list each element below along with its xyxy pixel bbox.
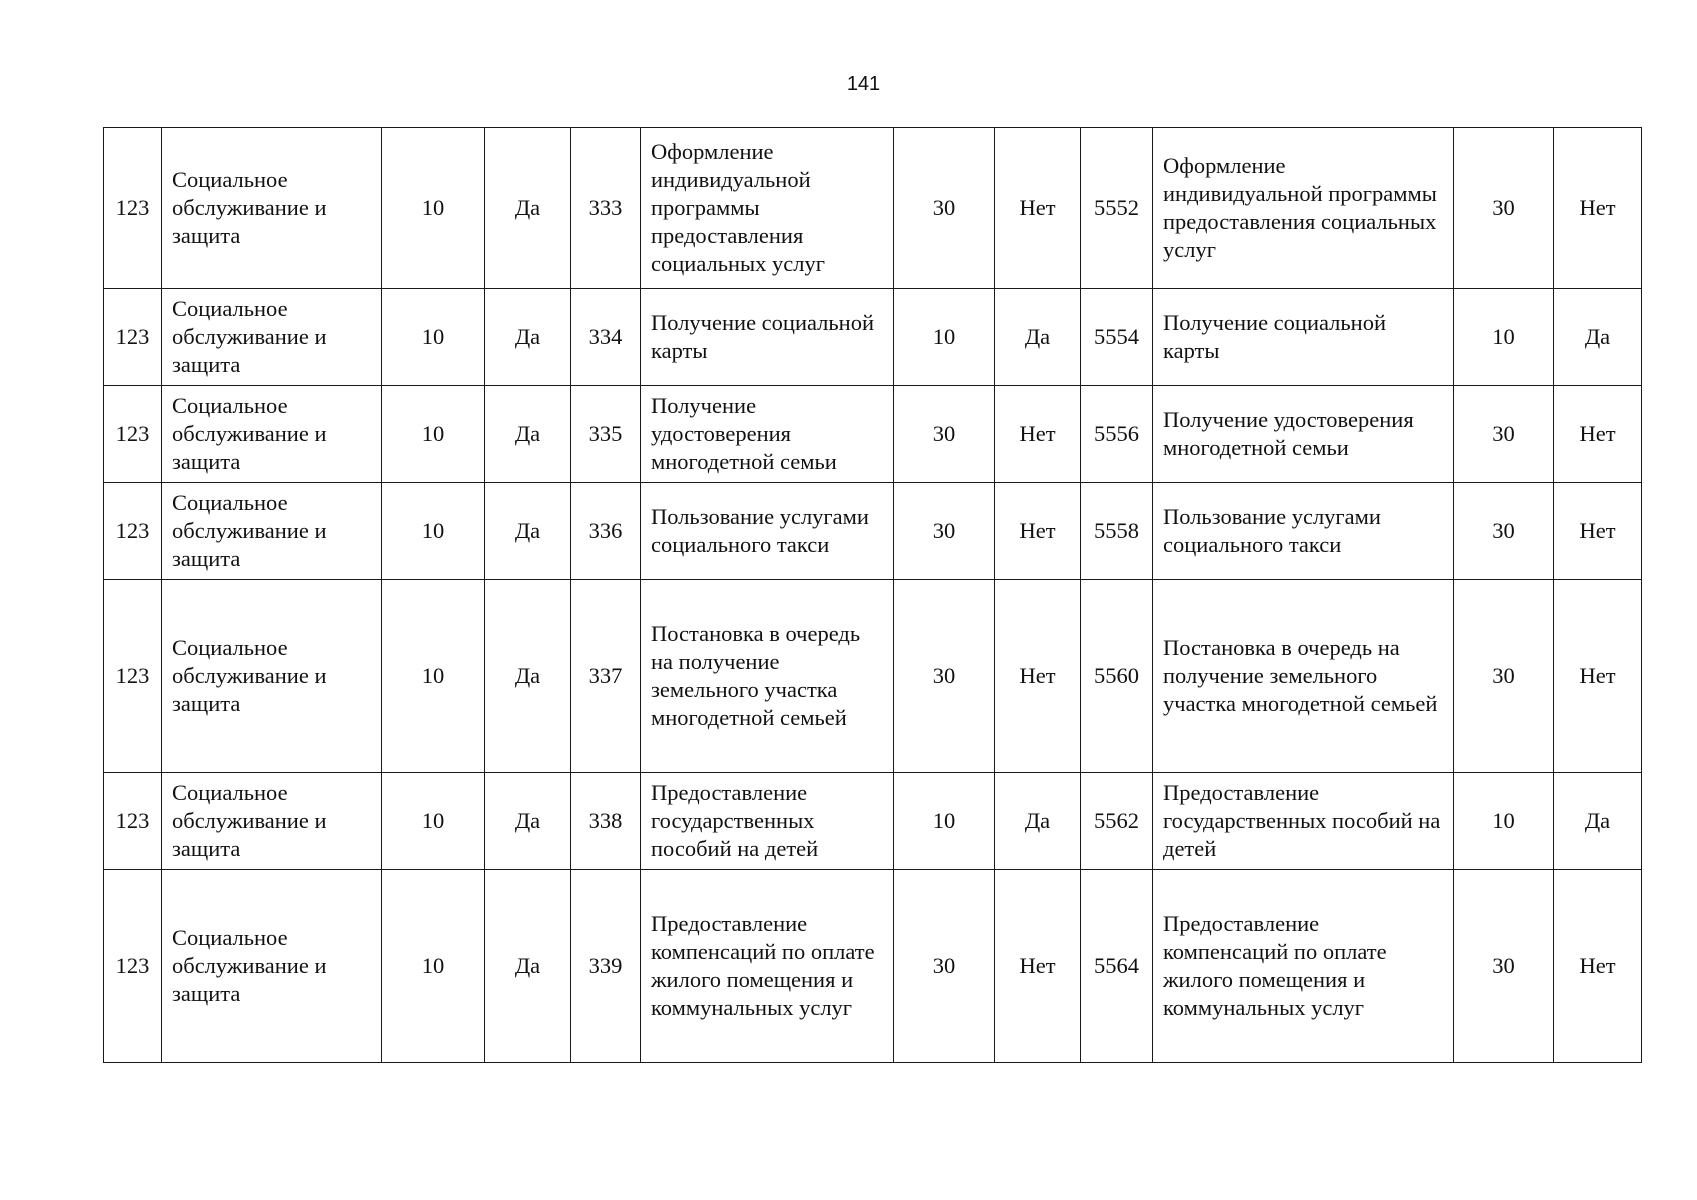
category-code-cell: 123: [104, 386, 162, 483]
subservice-name-cell: Получение социальной карты: [1153, 289, 1454, 386]
service-name-cell: Постановка в очередь на получение земельного участка многодетной семьей: [641, 580, 894, 773]
category-flag-cell: Да: [485, 128, 571, 289]
service-flag-cell: Нет: [995, 386, 1081, 483]
subservice-flag-cell: Нет: [1554, 128, 1642, 289]
subservice-name-cell: Оформление индивидуальной программы предоставления социальных услуг: [1153, 128, 1454, 289]
service-id-cell: 335: [571, 386, 641, 483]
subservice-value-cell: 30: [1454, 870, 1554, 1063]
service-value-cell: 30: [894, 580, 995, 773]
service-flag-cell: Да: [995, 289, 1081, 386]
subservice-flag-cell: Да: [1554, 289, 1642, 386]
service-value-cell: 30: [894, 483, 995, 580]
subservice-value-cell: 30: [1454, 386, 1554, 483]
service-flag-cell: Нет: [995, 128, 1081, 289]
service-name-cell: Предоставление государственных пособий на детей: [641, 773, 894, 870]
subservice-flag-cell: Да: [1554, 773, 1642, 870]
subservice-id-cell: 5552: [1081, 128, 1153, 289]
subservice-id-cell: 5562: [1081, 773, 1153, 870]
subservice-flag-cell: Нет: [1554, 580, 1642, 773]
subservice-value-cell: 10: [1454, 289, 1554, 386]
category-code-cell: 123: [104, 128, 162, 289]
category-value-cell: 10: [382, 483, 485, 580]
table-row: [104, 773, 1642, 870]
category-flag-cell: Да: [485, 580, 571, 773]
service-value-cell: 10: [894, 289, 995, 386]
subservice-name-cell: Предоставление государственных пособий на детей: [1153, 773, 1454, 870]
subservice-value-cell: 10: [1454, 773, 1554, 870]
category-code-cell: 123: [104, 773, 162, 870]
subservice-flag-cell: Нет: [1554, 483, 1642, 580]
subservice-id-cell: 5556: [1081, 386, 1153, 483]
category-name-cell: Социальное обслуживание и защита: [162, 870, 382, 1063]
service-value-cell: 30: [894, 870, 995, 1063]
service-id-cell: 334: [571, 289, 641, 386]
table-row: [104, 289, 1642, 386]
subservice-value-cell: 30: [1454, 128, 1554, 289]
service-name-cell: Пользование услугами социального такси: [641, 483, 894, 580]
subservice-value-cell: 30: [1454, 483, 1554, 580]
category-flag-cell: Да: [485, 386, 571, 483]
category-flag-cell: Да: [485, 289, 571, 386]
category-flag-cell: Да: [485, 773, 571, 870]
service-value-cell: 30: [894, 386, 995, 483]
category-code-cell: 123: [104, 483, 162, 580]
category-name-cell: Социальное обслуживание и защита: [162, 386, 382, 483]
category-flag-cell: Да: [485, 483, 571, 580]
category-name-cell: Социальное обслуживание и защита: [162, 128, 382, 289]
table-row: [104, 128, 1642, 289]
service-flag-cell: Нет: [995, 870, 1081, 1063]
subservice-value-cell: 30: [1454, 580, 1554, 773]
service-id-cell: 336: [571, 483, 641, 580]
subservice-name-cell: Постановка в очередь на получение земельного участка многодетной семьей: [1153, 580, 1454, 773]
subservice-id-cell: 5554: [1081, 289, 1153, 386]
service-flag-cell: Да: [995, 773, 1081, 870]
page-number: 141: [846, 73, 881, 95]
category-value-cell: 10: [382, 773, 485, 870]
category-name-cell: Социальное обслуживание и защита: [162, 483, 382, 580]
category-value-cell: 10: [382, 870, 485, 1063]
service-flag-cell: Нет: [995, 580, 1081, 773]
subservice-flag-cell: Нет: [1554, 870, 1642, 1063]
services-table: [103, 127, 1642, 1063]
table-row: [104, 580, 1642, 773]
table-row: [104, 870, 1642, 1063]
service-value-cell: 10: [894, 773, 995, 870]
subservice-name-cell: Пользование услугами социального такси: [1153, 483, 1454, 580]
subservice-name-cell: Получение удостоверения многодетной семьи: [1153, 386, 1454, 483]
service-name-cell: Получение удостоверения многодетной семьи: [641, 386, 894, 483]
category-code-cell: 123: [104, 580, 162, 773]
service-id-cell: 337: [571, 580, 641, 773]
category-value-cell: 10: [382, 289, 485, 386]
subservice-flag-cell: Нет: [1554, 386, 1642, 483]
service-flag-cell: Нет: [995, 483, 1081, 580]
service-id-cell: 339: [571, 870, 641, 1063]
service-name-cell: Получение социальной карты: [641, 289, 894, 386]
subservice-id-cell: 5560: [1081, 580, 1153, 773]
category-name-cell: Социальное обслуживание и защита: [162, 773, 382, 870]
service-id-cell: 333: [571, 128, 641, 289]
subservice-id-cell: 5564: [1081, 870, 1153, 1063]
category-value-cell: 10: [382, 386, 485, 483]
service-name-cell: Оформление индивидуальной программы предоставления социальных услуг: [641, 128, 894, 289]
category-code-cell: 123: [104, 870, 162, 1063]
category-value-cell: 10: [382, 128, 485, 289]
service-name-cell: Предоставление компенсаций по оплате жилого помещения и коммунальных услуг: [641, 870, 894, 1063]
table-row: [104, 483, 1642, 580]
subservice-name-cell: Предоставление компенсаций по оплате жилого помещения и коммунальных услуг: [1153, 870, 1454, 1063]
category-value-cell: 10: [382, 580, 485, 773]
subservice-id-cell: 5558: [1081, 483, 1153, 580]
service-id-cell: 338: [571, 773, 641, 870]
service-value-cell: 30: [894, 128, 995, 289]
table-row: [104, 386, 1642, 483]
category-flag-cell: Да: [485, 870, 571, 1063]
category-name-cell: Социальное обслуживание и защита: [162, 580, 382, 773]
category-code-cell: 123: [104, 289, 162, 386]
category-name-cell: Социальное обслуживание и защита: [162, 289, 382, 386]
